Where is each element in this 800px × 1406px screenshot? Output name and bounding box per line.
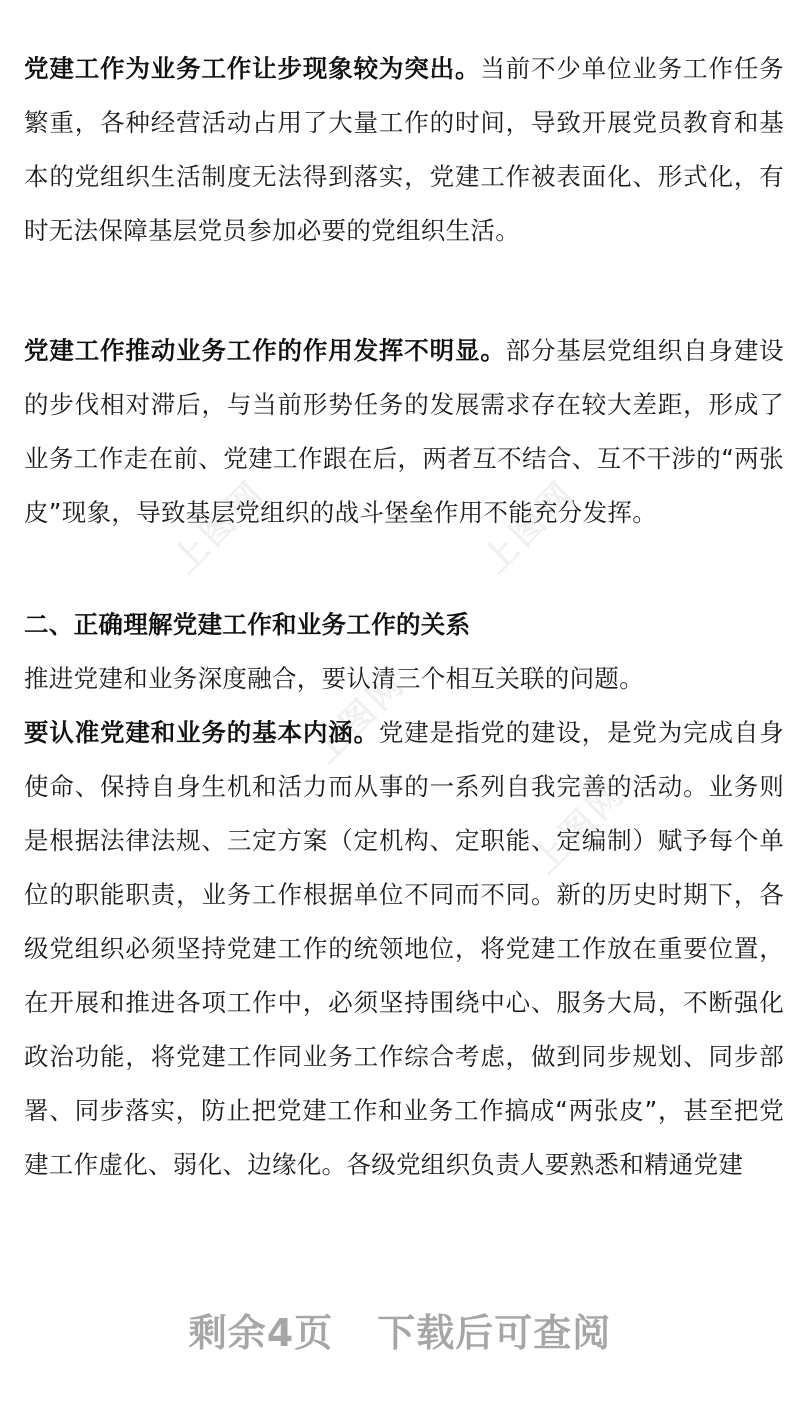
paragraph-gap (24, 258, 784, 324)
paragraph-2 (24, 324, 784, 540)
download-prompt-banner[interactable] (0, 1302, 800, 1357)
paragraph-2-body: 部分基层党组织自身建设的步伐相对滞后，与当前形势任务的发展需求存在较大差距，形成了业务工作走在前、党建工作跟在后，两者互不结合、互不干涉的“两张皮”现象，导致基层党组织的战斗堡垒作用不能充分发挥。 (24, 336, 784, 527)
section-heading: 二、正确理解党建工作和业务工作的关系 (24, 610, 471, 639)
section-intro: 推进党建和业务深度融合，要认清三个相互关联的问题。 (24, 664, 644, 693)
paragraph-3 (24, 706, 784, 1192)
paragraph-1-lead: 党建工作为业务工作让步现象较为突出。 (24, 54, 481, 83)
paragraph-3-body: 党建是指党的建设，是党为完成自身使命、保持自身生机和活力而从事的一系列自我完善的活动。业务则是根据法律法规、三定方案（定机构、定职能、定编制）赋予每个单位的职能职责，业务工作根据单位不同而不同。新的历史时期下，各级党组织必须坚持党建工作的统领地位，将党建工作放在重要位置，在开展和推进各项工作中，必须坚持围绕中心、服务大局，不断强化政治功能，将党建工作同业务工作综合考虑，做到同步规划、同步部署、同步落实，防止把党建工作和业务工作搞成“两张皮”，甚至把党建工作虚化、弱化、边缘化。各级党组织负责人要熟悉和精通党建 (24, 718, 784, 1179)
paragraph-3-lead: 要认准党建和业务的基本内涵。 (24, 718, 379, 747)
remaining-pages-text: 剩余4页 (188, 1311, 334, 1355)
paragraph-2-lead: 党建工作推动业务工作的作用发挥不明显。 (24, 336, 506, 365)
watermark: 上图网 (525, 772, 634, 882)
watermark: 上图网 (475, 472, 584, 582)
paragraph-1-body: 当前不少单位业务工作任务繁重，各种经营活动占用了大量工作的时间，导致开展党员教育和基本的党组织生活制度无法得到落实，党建工作被表面化、形式化，有时无法保障基层党员参加必要的党组织生活。 (24, 54, 784, 245)
watermark: 上图网 (165, 472, 274, 582)
document-body (24, 42, 784, 1192)
paragraph-1 (24, 42, 784, 258)
watermark: 上图网 (305, 662, 414, 772)
paragraph-gap (24, 540, 784, 598)
download-to-view-text: 下载后可查阅 (377, 1311, 612, 1355)
